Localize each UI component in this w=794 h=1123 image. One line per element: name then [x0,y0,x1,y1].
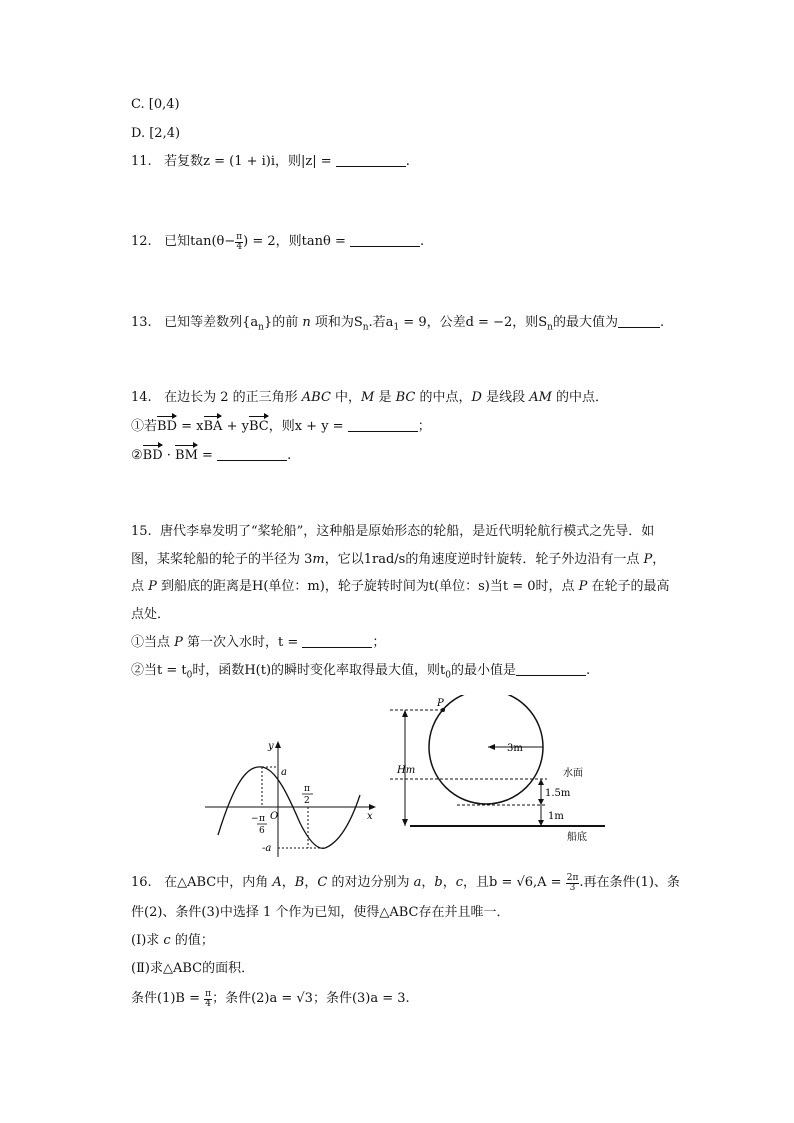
paddle-wheel-figure [385,695,615,845]
answer-blank[interactable] [350,232,420,247]
question-text: ) = 2，则tanθ = [243,234,350,249]
depth-1-label: 1m [548,811,564,822]
vector-bd: BD [157,417,177,437]
question-14: 14. 在边长为 2 的正三角形 ABC 中，M 是 BC 的中点，D 是线段 AM 的中点． [131,390,609,405]
ship-bottom-label: 船底 [567,832,587,843]
a-label: a [281,767,287,778]
wheel-circle [429,695,543,804]
radius-label: 3m [507,743,523,754]
question-number: 16. [131,875,152,890]
question-15-line-4: 点处． [131,607,171,622]
question-number: 12. [131,234,152,249]
period: . [420,234,425,249]
question-15: 15. 唐代李皋发明了“桨轮船”，这种船是原始形态的轮船，是近代明轮航行模式之先导．如 [131,524,655,539]
question-16-line-2: 件(2)、条件(3)中选择 1 个作为已知，使得△ABC存在并且唯一． [131,905,510,920]
sine-curve [218,767,360,849]
fraction-pi-4: $\frac{\pi}{4}$ [236,232,243,252]
period: . [405,154,410,169]
question-text: 已知tan(θ− [164,234,236,249]
vector-bc: BC [249,417,269,437]
question-13: 13. 已知等差数列$\{a_n\}$的前 n 项和为$S_n$.若$a_1 = 9$，公差d = −2，则$S_n$的最大值为 . [131,315,665,333]
origin-label: O [270,811,279,822]
question-16: 16. 在△ABC中，内角 A，B，C 的对边分别为 a，b，c，且b = √6,A = $\frac{2\pi}{3}$ .再在条件(1)、条 [131,873,680,893]
vector-ba: BA [204,417,223,437]
question-16-conditions: 条件(1)B = $\frac{\pi}{4}$ ；条件(2)a = √3；条件(3)a = 3. [131,989,410,1009]
question-12 [131,232,424,252]
question-number: 13. [131,315,152,330]
y-label: y [268,741,274,752]
fraction-pi-4: $\frac{\pi}{4}$ [205,989,212,1009]
question-14-part-2: ②BD · BM = . [131,446,291,466]
question-15-part-2: ②当$t = t_0$时，函数H(t)的瞬时变化率取得最大值，则$t_0$的最小值是 . [131,663,591,681]
water-label: 水面 [563,768,583,779]
vector-bm: BM [175,446,198,466]
question-15-part-1: ①当点 P 第一次入水时，t = ； [131,635,386,650]
h-label: Hm [397,765,416,776]
answer-blank[interactable] [302,633,372,648]
answer-blank[interactable] [336,152,406,167]
question-expression: z = (1 + i)i，则|z| = [203,154,336,169]
answer-blank[interactable] [348,417,418,432]
half-pi-den: 2 [304,796,310,806]
answer-blank[interactable] [217,446,287,461]
x-label: x [367,811,373,822]
sine-graph-figure [200,735,380,860]
question-14-part-1: ①若BD = xBA + yBC，则x + y = ； [131,417,431,437]
neg-sixth-den: 6 [259,826,265,836]
answer-blank[interactable] [618,313,660,328]
y-axis-arrow [275,741,281,748]
neg-a-label: -a [262,843,272,854]
half-pi-num: π [304,784,310,794]
question-11 [131,152,410,172]
question-16-part-1: (Ⅰ)求 c 的值； [131,933,214,948]
option-c: C. [0,4) [131,97,180,112]
neg-sixth-num: π [259,814,265,824]
depth-1-5-label: 1.5m [545,788,571,799]
question-15-line-3: 点 P 到船底的距离是H(单位：m)，轮子旋转时间为t(单位：s)当t = 0时，点 P 在轮子的最高 [131,579,670,594]
neg-sign: − [251,814,259,824]
question-16-part-2: (Ⅱ)求△ABC的面积． [131,961,255,976]
x-axis-arrow [369,804,376,810]
question-15-line-2: 图，某桨轮船的轮子的半径为 3m，它以1rad/s的角速度逆时针旋转．轮子外边沿有一点 P， [131,552,666,567]
question-number: 14. [131,390,152,405]
vector-bd: BD [143,446,163,466]
fraction-2pi-3: $\frac{2\pi}{3}$ [566,873,579,893]
question-text: 若复数 [164,154,204,169]
question-number: 11. [131,154,152,169]
question-number: 15. [131,524,152,539]
point-p-label: P [437,698,444,709]
answer-blank[interactable] [516,661,586,676]
option-d: D. [2,4) [131,126,181,141]
